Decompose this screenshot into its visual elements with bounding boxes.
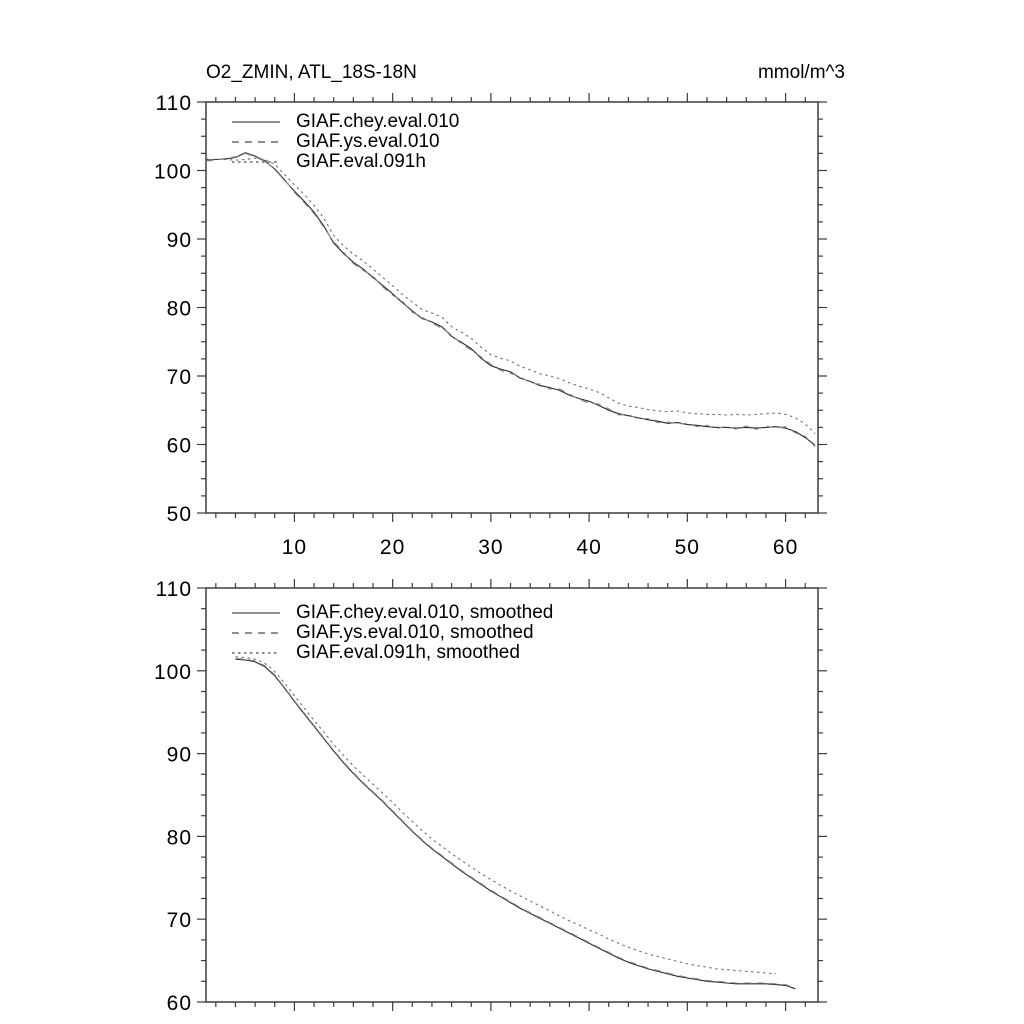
legend-line-sample-dotted	[232, 652, 280, 653]
legend-line-sample-dotted	[232, 161, 280, 162]
y-tick-label: 100	[153, 660, 192, 684]
x-tick-label: 30	[478, 536, 504, 559]
x-tick-label: 60	[772, 536, 799, 559]
series-line-dashed	[236, 658, 796, 988]
y-tick-label: 80	[166, 826, 192, 850]
legend-item	[232, 603, 553, 623]
legend-label: GIAF.ys.eval.010	[296, 131, 440, 152]
legend-line-sample-solid	[232, 612, 280, 613]
legend-label: GIAF.eval.091h, smoothed	[296, 642, 520, 663]
legend-item	[232, 623, 553, 643]
x-tick-label: 50	[674, 536, 700, 559]
legend-line-sample-solid	[232, 121, 280, 122]
legend-line-sample-dashed	[232, 141, 280, 142]
x-tick-label: 20	[379, 536, 406, 559]
legend-label: GIAF.eval.091h	[296, 151, 426, 172]
legend-line-sample-dashed	[232, 632, 280, 633]
y-tick-label: 70	[166, 909, 192, 933]
series-line-dotted	[206, 158, 815, 433]
legend-label: GIAF.chey.eval.010, smoothed	[296, 602, 554, 623]
y-tick-label: 90	[166, 229, 192, 252]
legend-item	[232, 112, 459, 132]
legend-bottom-chart	[232, 603, 553, 663]
y-tick-label: 70	[166, 366, 192, 389]
x-tick-label: 40	[576, 536, 602, 559]
series-line-dotted	[236, 657, 776, 974]
chart-units-label: mmol/m^3	[757, 62, 845, 83]
x-tick-label: 10	[281, 536, 308, 559]
series-line-solid	[236, 659, 796, 989]
y-tick-label: 100	[153, 160, 192, 184]
y-tick-label: 80	[166, 297, 192, 321]
series-line-solid	[206, 153, 815, 446]
legend-item	[232, 643, 553, 663]
legend-top-chart	[232, 112, 459, 172]
legend-label: GIAF.chey.eval.010	[296, 111, 460, 132]
legend-item	[232, 132, 459, 152]
chart-title: O2_ZMIN, ATL_18S-18N	[206, 62, 417, 83]
legend-item	[232, 152, 459, 172]
y-tick-label: 110	[155, 578, 192, 601]
y-tick-label: 90	[166, 743, 192, 767]
y-tick-label: 60	[166, 434, 192, 458]
series-line-dashed	[206, 153, 815, 446]
y-tick-label: 110	[155, 92, 192, 115]
legend-label: GIAF.ys.eval.010, smoothed	[296, 622, 534, 643]
y-tick-label: 50	[166, 503, 192, 526]
y-tick-label: 60	[166, 992, 192, 1015]
